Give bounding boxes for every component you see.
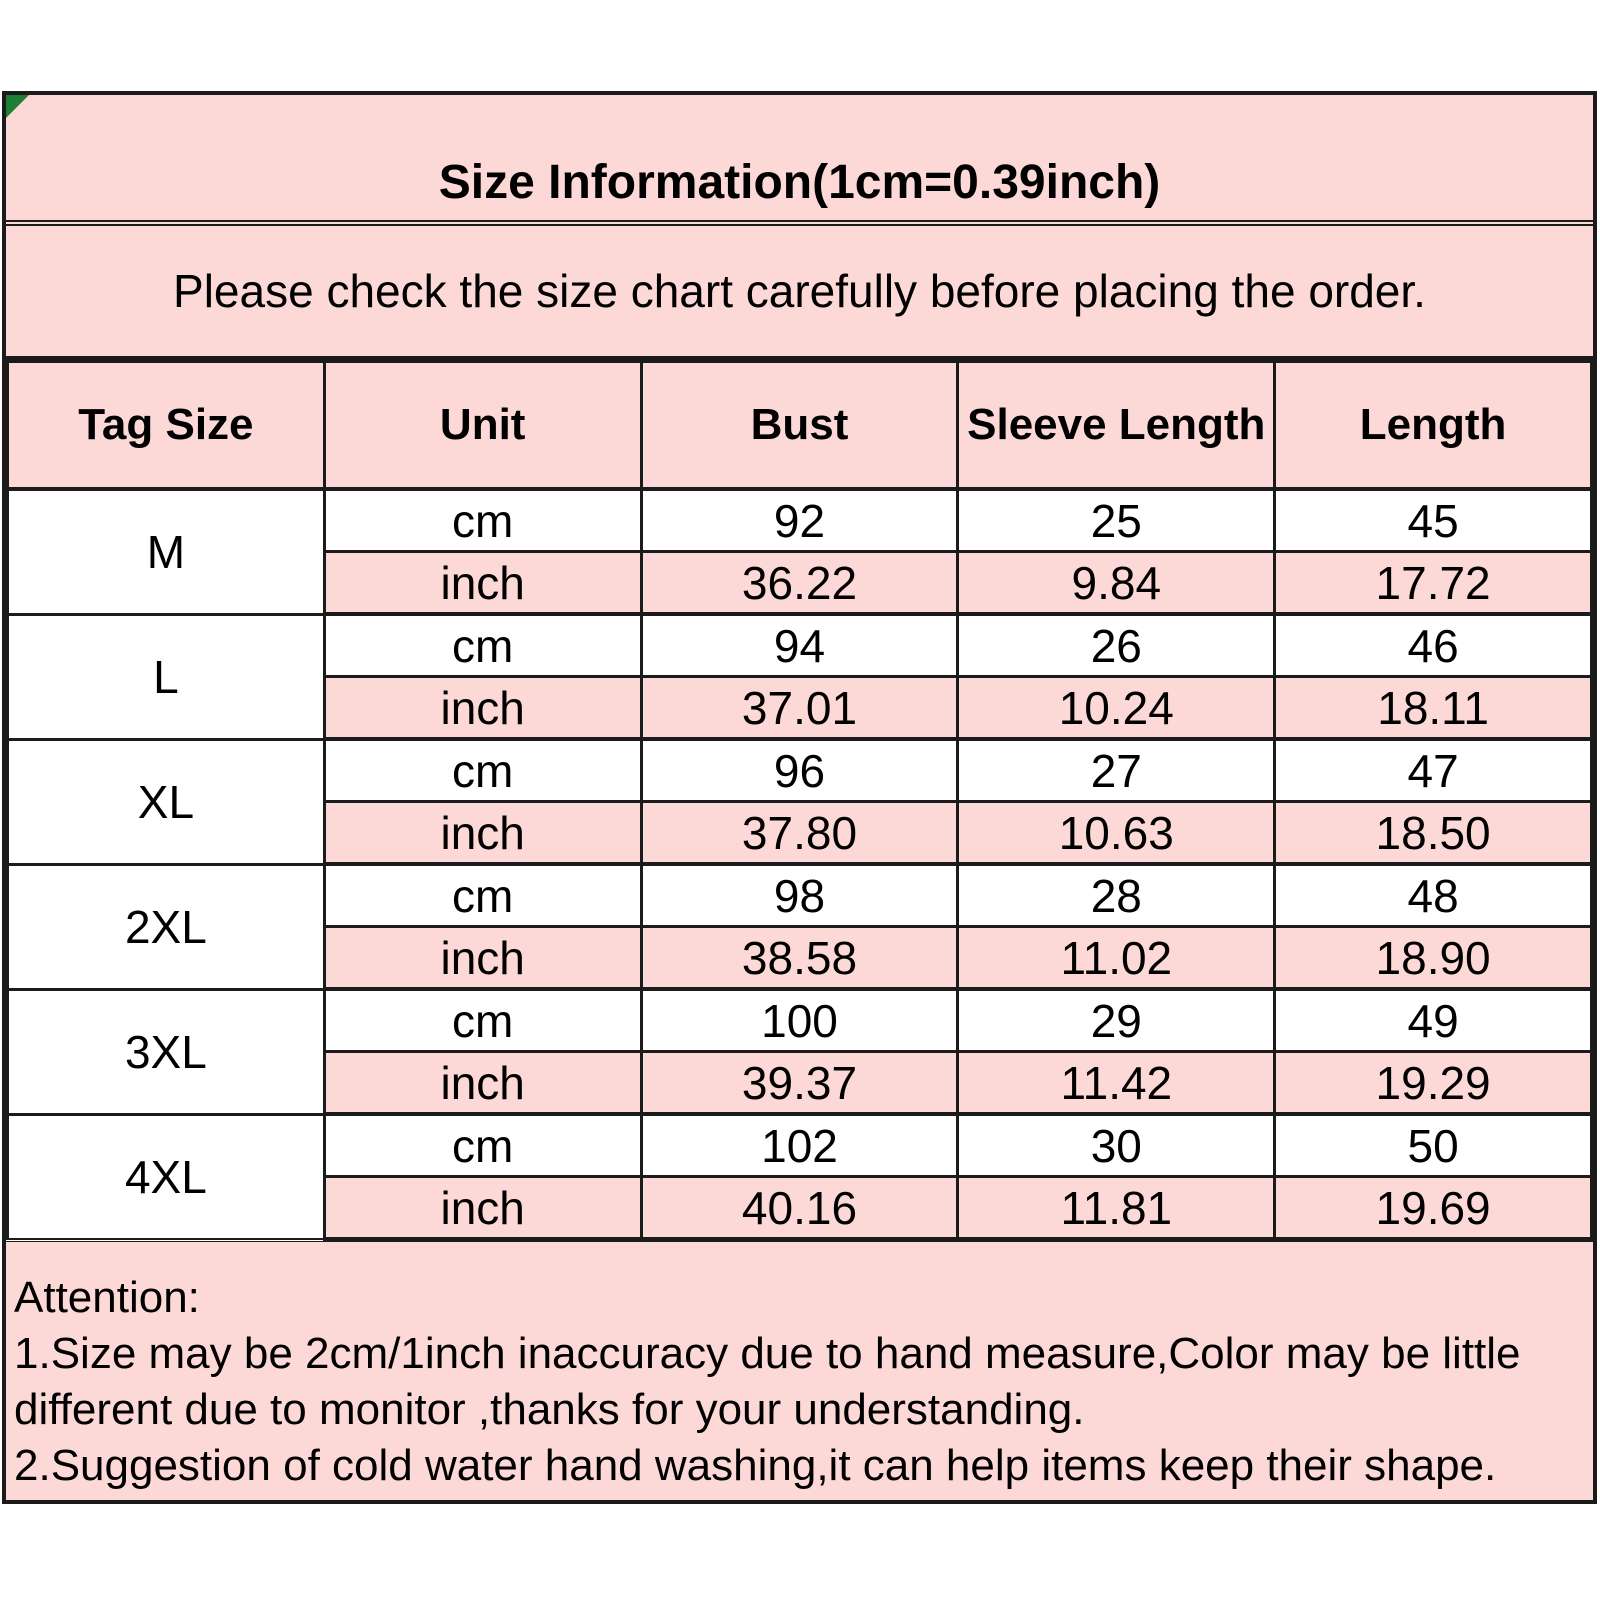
unit-cell: inch (324, 1177, 641, 1240)
sleeve-length-cell: 28 (958, 864, 1275, 927)
tag-size-cell: XL (8, 739, 325, 864)
sleeve-length-cell: 11.42 (958, 1052, 1275, 1115)
header-sleeve-length: Sleeve Length (958, 362, 1275, 490)
bust-cell: 92 (641, 489, 958, 552)
bust-cell: 39.37 (641, 1052, 958, 1115)
tag-size-cell: 3XL (8, 989, 325, 1114)
unit-cell: cm (324, 614, 641, 677)
header-unit: Unit (324, 362, 641, 490)
bust-cell: 102 (641, 1114, 958, 1177)
sleeve-length-cell: 29 (958, 989, 1275, 1052)
header-bust: Bust (641, 362, 958, 490)
unit-cell: cm (324, 489, 641, 552)
table-row-xl-cm (8, 739, 1592, 802)
length-cell: 50 (1275, 1114, 1592, 1177)
tag-size-cell: 2XL (8, 864, 325, 989)
bust-cell: 94 (641, 614, 958, 677)
length-cell: 49 (1275, 989, 1592, 1052)
sleeve-length-cell: 10.63 (958, 802, 1275, 865)
sleeve-length-cell: 25 (958, 489, 1275, 552)
table-row-4xl-cm (8, 1114, 1592, 1177)
subtitle-bar (6, 226, 1593, 360)
length-cell: 46 (1275, 614, 1592, 677)
green-corner-triangle-icon (6, 95, 29, 118)
unit-cell: cm (324, 1114, 641, 1177)
unit-cell: cm (324, 739, 641, 802)
page-title: Size Information(1cm=0.39inch) (438, 156, 1161, 209)
bust-cell: 98 (641, 864, 958, 927)
attention-note-2: 2.Suggestion of cold water hand washing,it can help items keep their shape. (14, 1441, 1497, 1490)
attention-heading: Attention: (14, 1273, 200, 1322)
sleeve-length-cell: 27 (958, 739, 1275, 802)
header-row (8, 362, 1592, 490)
bust-cell: 100 (641, 989, 958, 1052)
table-row-2xl-cm (8, 864, 1592, 927)
size-chart-sheet (2, 91, 1597, 1504)
length-cell: 47 (1275, 739, 1592, 802)
attention-note-1: 1.Size may be 2cm/1inch inaccuracy due to hand measure,Color may be little different due to monitor ,thanks for your understanding. (14, 1329, 1521, 1434)
sleeve-length-cell: 9.84 (958, 552, 1275, 615)
header-length: Length (1275, 362, 1592, 490)
unit-cell: inch (324, 552, 641, 615)
sleeve-length-cell: 30 (958, 1114, 1275, 1177)
bust-cell: 37.01 (641, 677, 958, 740)
sleeve-length-cell: 10.24 (958, 677, 1275, 740)
table-row-m-cm (8, 489, 1592, 552)
bust-cell: 96 (641, 739, 958, 802)
unit-cell: inch (324, 1052, 641, 1115)
length-cell: 45 (1275, 489, 1592, 552)
sleeve-length-cell: 11.81 (958, 1177, 1275, 1240)
size-table (6, 360, 1593, 1241)
unit-cell: inch (324, 927, 641, 990)
bust-cell: 40.16 (641, 1177, 958, 1240)
unit-cell: inch (324, 677, 641, 740)
tag-size-cell: 4XL (8, 1114, 325, 1239)
length-cell: 17.72 (1275, 552, 1592, 615)
bust-cell: 36.22 (641, 552, 958, 615)
header-tag-size: Tag Size (8, 362, 325, 490)
unit-cell: cm (324, 989, 641, 1052)
length-cell: 48 (1275, 864, 1592, 927)
bust-cell: 38.58 (641, 927, 958, 990)
length-cell: 19.69 (1275, 1177, 1592, 1240)
unit-cell: cm (324, 864, 641, 927)
table-row-3xl-cm (8, 989, 1592, 1052)
length-cell: 18.11 (1275, 677, 1592, 740)
subtitle-text: Please check the size chart carefully before placing the order. (173, 265, 1426, 317)
length-cell: 18.50 (1275, 802, 1592, 865)
attention-block (6, 1241, 1593, 1500)
table-row-l-cm (8, 614, 1592, 677)
length-cell: 19.29 (1275, 1052, 1592, 1115)
bust-cell: 37.80 (641, 802, 958, 865)
unit-cell: inch (324, 802, 641, 865)
length-cell: 18.90 (1275, 927, 1592, 990)
sleeve-length-cell: 26 (958, 614, 1275, 677)
tag-size-cell: M (8, 489, 325, 614)
sleeve-length-cell: 11.02 (958, 927, 1275, 990)
tag-size-cell: L (8, 614, 325, 739)
title-bar (6, 95, 1593, 226)
